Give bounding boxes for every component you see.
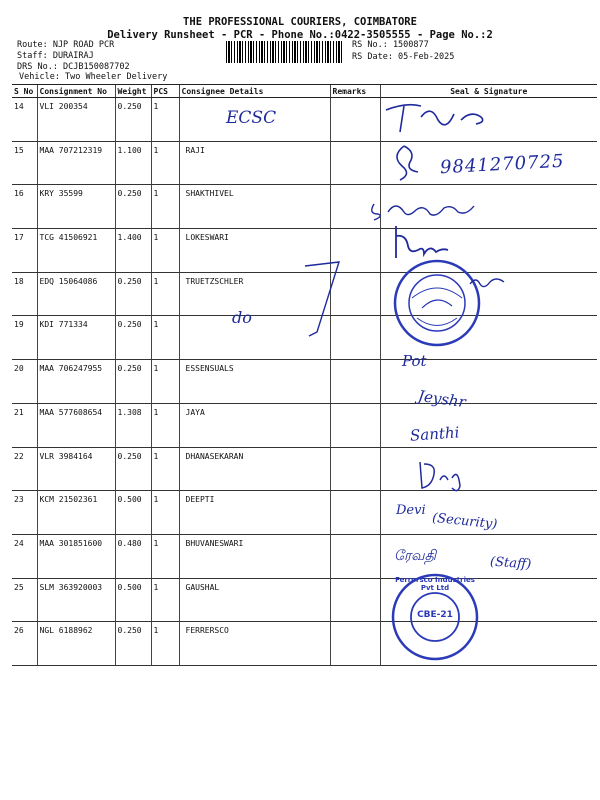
stamp-company-text: Ferrersco Industries Pvt Ltd — [395, 576, 475, 592]
consignment-no-cell: VLR 3984164 — [37, 447, 115, 491]
runsheet-subtitle: Delivery Runsheet - PCR - Phone No.:0422-3505555 - Page No.:2 — [107, 29, 493, 41]
sno-cell: 14 — [12, 98, 37, 142]
consignee-cell: ESSENSUALS — [179, 360, 330, 404]
col-header-sno: S No — [12, 85, 37, 98]
drs-number: DRS No.: DCJB150087702 — [17, 62, 130, 72]
sno-cell: 24 — [12, 534, 37, 578]
sno-cell: 21 — [12, 403, 37, 447]
signature-row-14 — [376, 92, 496, 137]
sno-cell: 22 — [12, 447, 37, 491]
remarks-cell — [330, 447, 380, 491]
staff-label: Staff: DURAIRAJ — [17, 51, 94, 61]
col-header-weight: Weight — [115, 85, 151, 98]
consignment-no-cell: KCM 21502361 — [37, 491, 115, 535]
handwritten-staff: (Staff) — [489, 554, 532, 573]
route-label: Route: NJP ROAD PCR — [17, 40, 115, 50]
drs-barcode — [226, 41, 342, 63]
pcs-cell: 1 — [151, 98, 179, 142]
pcs-cell: 1 — [151, 185, 179, 229]
consignee-cell: SHAKTHIVEL — [179, 185, 330, 229]
handwritten-tamil-name: ரேவதி — [394, 548, 437, 564]
weight-cell: 1.308 — [115, 403, 151, 447]
table-row — [12, 622, 597, 666]
consignment-no-cell: MAA 707212319 — [37, 141, 115, 185]
remarks-cell — [330, 141, 380, 185]
table-row — [12, 185, 597, 229]
handwritten-security: (Security) — [431, 510, 498, 533]
table-row — [12, 360, 597, 404]
signature-cell — [380, 447, 597, 491]
remarks-cell — [330, 578, 380, 622]
consignee-cell: TRUETZSCHLER — [179, 272, 330, 316]
sno-cell: 20 — [12, 360, 37, 404]
col-header-pcs: PCS — [151, 85, 179, 98]
consignee-cell: BHUVANESWARI — [179, 534, 330, 578]
handwritten-devi: Devi — [396, 503, 426, 518]
signature-row-18 — [468, 272, 508, 292]
signature-row-23 — [414, 458, 469, 494]
table-header-row — [12, 85, 597, 98]
col-header-consignee: Consignee Details — [179, 85, 330, 98]
weight-cell: 1.100 — [115, 141, 151, 185]
sno-cell: 18 — [12, 272, 37, 316]
consignment-no-cell: SLM 363920003 — [37, 578, 115, 622]
handwritten-phone: 9841270725 — [439, 150, 565, 179]
weight-cell: 0.480 — [115, 534, 151, 578]
vehicle-label: Vehicle: Two Wheeler Delivery — [19, 72, 168, 82]
handwritten-ditto-line — [303, 258, 343, 338]
sno-cell: 23 — [12, 491, 37, 535]
weight-cell: 0.250 — [115, 622, 151, 666]
handwritten-ecsc: ECSC — [226, 108, 277, 128]
signature-row-17 — [390, 224, 450, 260]
consignee-cell: DHANASEKARAN — [179, 447, 330, 491]
remarks-cell — [330, 622, 380, 666]
handwritten-jayashree: Jeyshr — [416, 386, 467, 412]
table-row — [12, 403, 597, 447]
handwritten-pot: Pot — [402, 352, 427, 370]
rs-date: RS Date: 05-Feb-2025 — [352, 52, 455, 62]
pcs-cell: 1 — [151, 141, 179, 185]
sno-cell: 25 — [12, 578, 37, 622]
consignment-no-cell: MAA 577608654 — [37, 403, 115, 447]
weight-cell: 0.500 — [115, 578, 151, 622]
company-title: THE PROFESSIONAL COURIERS, COIMBATORE — [183, 16, 417, 28]
table-row — [12, 98, 597, 142]
pcs-cell: 1 — [151, 622, 179, 666]
col-header-signature: Seal & Signature — [380, 85, 597, 98]
col-header-remarks: Remarks — [330, 85, 380, 98]
sno-cell: 15 — [12, 141, 37, 185]
consignment-no-cell: VLI 200354 — [37, 98, 115, 142]
sno-cell: 19 — [12, 316, 37, 360]
table-row — [12, 491, 597, 535]
consignment-no-cell: MAA 301851600 — [37, 534, 115, 578]
col-header-consignment: Consignment No — [37, 85, 115, 98]
pcs-cell: 1 — [151, 360, 179, 404]
ferrersco-seal-stamp — [390, 572, 480, 662]
remarks-cell — [330, 491, 380, 535]
consignment-no-cell: EDQ 15064086 — [37, 272, 115, 316]
consignee-cell: GAUSHAL — [179, 578, 330, 622]
weight-cell: 1.400 — [115, 229, 151, 273]
consignment-no-cell: TCG 41506921 — [37, 229, 115, 273]
handwritten-santhi: Santhi — [409, 423, 460, 445]
sno-cell: 17 — [12, 229, 37, 273]
consignee-cell: LOKESWARI — [179, 229, 330, 273]
stamp-city-text: CBE-21 — [417, 610, 453, 620]
pcs-cell: 1 — [151, 403, 179, 447]
weight-cell: 0.500 — [115, 491, 151, 535]
signature-row-16 — [366, 194, 486, 224]
rs-number: RS No.: 1500877 — [352, 40, 429, 50]
sno-cell: 26 — [12, 622, 37, 666]
consignee-cell: JAYA — [179, 403, 330, 447]
consignment-no-cell: NGL 6188962 — [37, 622, 115, 666]
pcs-cell: 1 — [151, 578, 179, 622]
consignment-no-cell: KRY 35599 — [37, 185, 115, 229]
remarks-cell — [330, 360, 380, 404]
signature-row-15 — [386, 142, 431, 182]
pcs-cell: 1 — [151, 447, 179, 491]
pcs-cell: 1 — [151, 534, 179, 578]
consignment-no-cell: MAA 706247955 — [37, 360, 115, 404]
remarks-cell — [330, 403, 380, 447]
table-row — [12, 447, 597, 491]
weight-cell: 0.250 — [115, 447, 151, 491]
pcs-cell: 1 — [151, 272, 179, 316]
consignee-cell: FERRERSCO — [179, 622, 330, 666]
handwritten-do: do — [232, 308, 252, 327]
pcs-cell: 1 — [151, 316, 179, 360]
remarks-cell — [330, 534, 380, 578]
consignment-no-cell: KDI 771334 — [37, 316, 115, 360]
table-row — [12, 578, 597, 622]
weight-cell: 0.250 — [115, 360, 151, 404]
weight-cell: 0.250 — [115, 185, 151, 229]
consignee-cell: RAJI — [179, 141, 330, 185]
pcs-cell: 1 — [151, 229, 179, 273]
remarks-cell — [330, 98, 380, 142]
weight-cell: 0.250 — [115, 316, 151, 360]
pcs-cell: 1 — [151, 491, 179, 535]
consignee-cell: DEEPTI — [179, 491, 330, 535]
weight-cell: 0.250 — [115, 98, 151, 142]
sno-cell: 16 — [12, 185, 37, 229]
weight-cell: 0.250 — [115, 272, 151, 316]
